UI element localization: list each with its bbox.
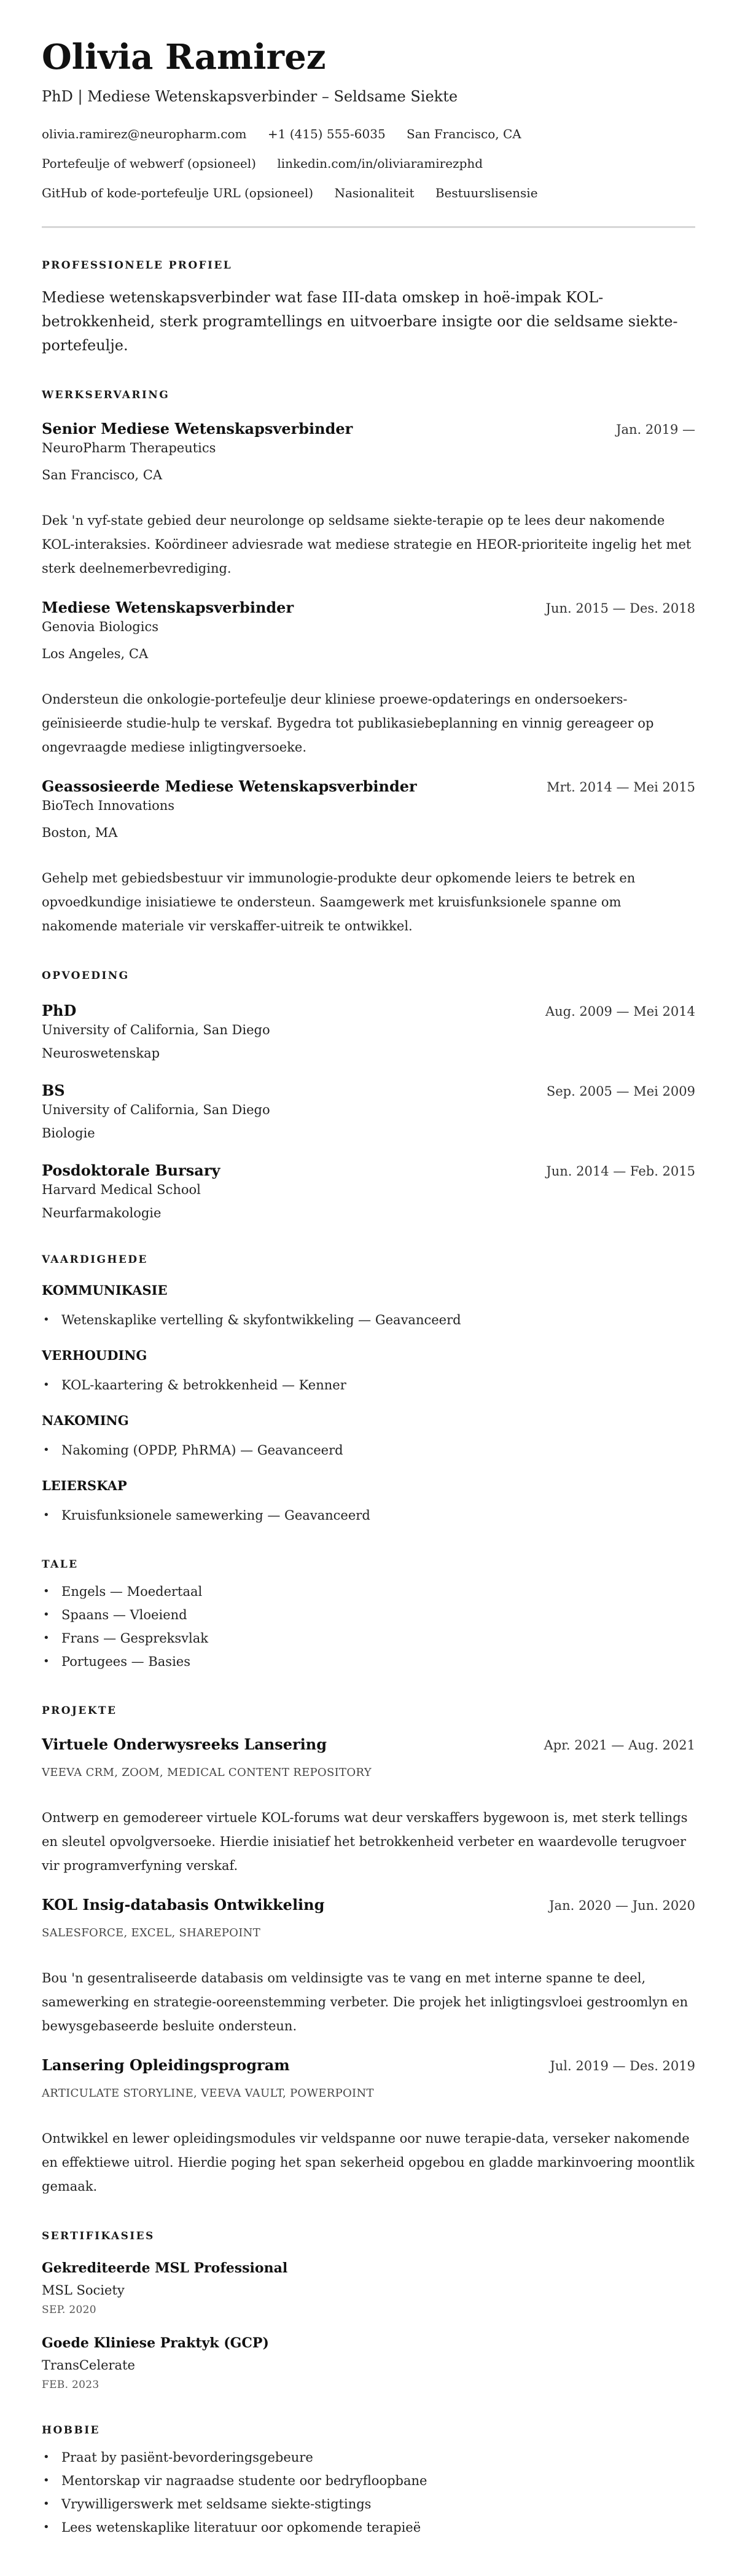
- hobby-item: • Vrywilligerswerk met seldsame siekte-stigtings: [42, 2492, 695, 2516]
- section-title-skills: VAARDIGHEDE: [42, 1254, 148, 1266]
- contact-row-2: [42, 155, 695, 172]
- section-certifications: [42, 2229, 695, 2393]
- degree-title: BS: [42, 1082, 65, 1099]
- job-title: Geassosieerde Mediese Wetenskapsverbinder: [42, 777, 417, 795]
- job-description: Gehelp met gebiedsbestuur vir immunologie-produkte deur opkomende leiers te betrek en opvoedkundige inisiatiewe te ondersteun. Saamgewerk met kruisfunksionele spanne om nakomende materiale vir verskaffer-uitreik te ontwikkel.: [42, 871, 636, 933]
- degree-title: Posdoktorale Bursary: [42, 1161, 220, 1179]
- header-divider: [42, 226, 695, 228]
- experience-entry: [42, 598, 695, 760]
- contact-row-3: [42, 184, 695, 202]
- job-location: Los Angeles, CA: [42, 646, 149, 661]
- certification-name: Gekrediteerde MSL Professional: [42, 2260, 288, 2276]
- project-description: Ontwerp en gemodereer virtuele KOL-forums wat deur verskaffers bygewoon is, met sterk tellings en sleutel opvolgversoeke. Hierdie inisiatief het betrokkenheid verbeter en waardevolle terugvoer vir programverfyning verskaf.: [42, 1810, 688, 1873]
- section-title-certifications: SERTIFIKASIES: [42, 2230, 155, 2242]
- degree-field: Biologie: [42, 1126, 95, 1141]
- degree-school: University of California, San Diego: [42, 1023, 270, 1037]
- skill-group-communication: [42, 1281, 695, 1332]
- section-profile: [42, 259, 695, 358]
- skill-group-title: LEIERSKAP: [42, 1478, 127, 1493]
- section-education: [42, 969, 695, 1222]
- hobby-item: • Mentorskap vir nagraadse studente oor bedryfloopbane: [42, 2469, 695, 2492]
- job-company: Genovia Biologics: [42, 619, 158, 634]
- skill-group-leadership: [42, 1477, 695, 1527]
- section-projects: [42, 1704, 695, 2199]
- project-description: Ontwikkel en lewer opleidingsmodules vir veldspanne oor nuwe terapie-data, verseker nakomende en effektiewe uitrol. Hierdie poging het span sekerheid opgebou en gladde markinvoering moontlik gemaak.: [42, 2131, 695, 2194]
- contact-email[interactable]: olivia.ramirez@neuropharm.com: [42, 127, 247, 141]
- project-dates: Jan. 2020 — Jun. 2020: [549, 1898, 695, 1913]
- contact-drivers-license: Bestuurslisensie: [435, 186, 538, 200]
- skill-group-relationship: [42, 1346, 695, 1397]
- skill-group-compliance: [42, 1412, 695, 1462]
- language-item: • Spaans — Vloeiend: [42, 1603, 695, 1627]
- profile-text: Mediese wetenskapsverbinder wat fase III-data omskep in hoë-impak KOL-betrokkenheid, sterk programtellings en uitvoerbare insigte oor die seldsame siekte-portefeulje.: [42, 289, 678, 354]
- degree-dates: Aug. 2009 — Mei 2014: [545, 1004, 695, 1019]
- degree-dates: Sep. 2005 — Mei 2009: [546, 1084, 695, 1099]
- degree-school: University of California, San Diego: [42, 1102, 270, 1117]
- contact-nationality: Nasionaliteit: [334, 186, 415, 200]
- language-item: • Portugees — Basies: [42, 1650, 695, 1673]
- section-title-hobbies: HOBBIE: [42, 2424, 100, 2437]
- education-entry: [42, 1161, 695, 1222]
- contact-portfolio[interactable]: Portefeulje of webwerf (opsioneel): [42, 156, 256, 171]
- skill-group-title: KOMMUNIKASIE: [42, 1282, 168, 1298]
- project-entry: [42, 2056, 695, 2199]
- job-dates: Mrt. 2014 — Mei 2015: [547, 780, 695, 795]
- section-title-education: OPVOEDING: [42, 970, 130, 982]
- contact-row-1: [42, 125, 695, 143]
- education-entry: [42, 1001, 695, 1062]
- section-title-profile: PROFESSIONELE PROFIEL: [42, 259, 233, 272]
- skill-item: • KOL-kaartering & betrokkenheid — Kenner: [42, 1373, 695, 1397]
- project-tech: SALESFORCE, EXCEL, SHAREPOINT: [42, 1926, 261, 1939]
- contact-phone[interactable]: +1 (415) 555-6035: [267, 127, 386, 141]
- language-item: • Frans — Gespreksvlak: [42, 1627, 695, 1650]
- project-title: KOL Insig-databasis Ontwikkeling: [42, 1896, 325, 1914]
- experience-entry: [42, 419, 695, 581]
- hobby-item: • Lees wetenskaplike literatuur oor opkomende terapieë: [42, 2516, 695, 2539]
- project-title: Virtuele Onderwysreeks Lansering: [42, 1735, 327, 1753]
- section-experience: [42, 388, 695, 938]
- project-entry: [42, 1735, 695, 1878]
- project-dates: Jul. 2019 — Des. 2019: [550, 2059, 695, 2073]
- project-entry: [42, 1895, 695, 2038]
- project-description: Bou 'n gesentraliseerde databasis om veldinsigte vas te vang en met interne spanne te deel, samewerking en strategie-ooreenstemming verbeter. Die projek het inligtingsvloei gestroomlyn en bewysgebaseerde besluite ondersteun.: [42, 1971, 688, 2033]
- certification-org: TransCelerate: [42, 2358, 135, 2373]
- certification-org: MSL Society: [42, 2283, 125, 2298]
- section-hobbies: [42, 2424, 695, 2539]
- skill-group-title: VERHOUDING: [42, 1348, 147, 1363]
- section-title-experience: WERKSERVARING: [42, 389, 170, 401]
- job-description: Ondersteun die onkologie-portefeulje deur kliniese proewe-opdaterings en ondersoekers-geïnisieerde studie-hulp te verskaf. Bygedra tot publikasiebeplanning en vinnig gereageer op ongevraagde mediese inligtingversoeke.: [42, 692, 654, 755]
- candidate-subtitle: PhD | Mediese Wetenskapsverbinder – Seldsame Siekte: [42, 88, 458, 105]
- certification-date: SEP. 2020: [42, 2304, 96, 2316]
- certification-entry: [42, 2259, 695, 2318]
- project-tech: ARTICULATE STORYLINE, VEEVA VAULT, POWERPOINT: [42, 2087, 374, 2100]
- skill-item: • Wetenskaplike vertelling & skyfontwikkeling — Geavanceerd: [42, 1308, 695, 1332]
- project-title: Lansering Opleidingsprogram: [42, 2056, 290, 2074]
- degree-school: Harvard Medical School: [42, 1182, 201, 1197]
- experience-entry: [42, 777, 695, 938]
- certification-entry: [42, 2334, 695, 2393]
- degree-field: Neurfarmakologie: [42, 1206, 162, 1220]
- job-dates: Jan. 2019 —: [616, 422, 695, 437]
- job-location: Boston, MA: [42, 825, 118, 840]
- contact-github[interactable]: GitHub of kode-portefeulje URL (opsioneel): [42, 186, 314, 200]
- job-title: Senior Mediese Wetenskapsverbinder: [42, 420, 353, 438]
- skill-item: • Nakoming (OPDP, PhRMA) — Geavanceerd: [42, 1439, 695, 1462]
- certification-date: FEB. 2023: [42, 2379, 99, 2391]
- project-tech: VEEVA CRM, ZOOM, MEDICAL CONTENT REPOSITORY: [42, 1766, 372, 1779]
- education-entry: [42, 1081, 695, 1142]
- section-skills: [42, 1253, 695, 1527]
- skill-group-title: NAKOMING: [42, 1413, 129, 1428]
- job-company: BioTech Innovations: [42, 798, 175, 813]
- candidate-name: Olivia Ramirez: [42, 37, 326, 77]
- certification-name: Goede Kliniese Praktyk (GCP): [42, 2335, 269, 2351]
- degree-title: PhD: [42, 1002, 77, 1019]
- contact-linkedin[interactable]: linkedin.com/in/oliviaramirezphd: [277, 156, 483, 171]
- hobby-item: • Praat by pasiënt-bevorderingsgebeure: [42, 2446, 695, 2469]
- degree-dates: Jun. 2014 — Feb. 2015: [546, 1164, 695, 1179]
- skill-item: • Kruisfunksionele samewerking — Geavanceerd: [42, 1504, 695, 1527]
- section-title-languages: TALE: [42, 1558, 79, 1571]
- job-description: Dek 'n vyf-state gebied deur neurolonge op seldsame siekte-terapie op te lees deur nakomende KOL-interaksies. Koördineer adviesrade wat mediese strategie en HEOR-prioriteite ingelig het met sterk deelnemerbevrediging.: [42, 513, 692, 576]
- resume-header: [42, 37, 695, 202]
- section-languages: [42, 1558, 695, 1673]
- job-location: San Francisco, CA: [42, 468, 163, 482]
- degree-field: Neuroswetenskap: [42, 1046, 160, 1061]
- contact-location: San Francisco, CA: [407, 127, 521, 141]
- job-dates: Jun. 2015 — Des. 2018: [545, 601, 695, 616]
- language-item: • Engels — Moedertaal: [42, 1580, 695, 1603]
- job-title: Mediese Wetenskapsverbinder: [42, 599, 294, 616]
- job-company: NeuroPharm Therapeutics: [42, 441, 216, 455]
- section-title-projects: PROJEKTE: [42, 1705, 117, 1717]
- project-dates: Apr. 2021 — Aug. 2021: [544, 1738, 695, 1753]
